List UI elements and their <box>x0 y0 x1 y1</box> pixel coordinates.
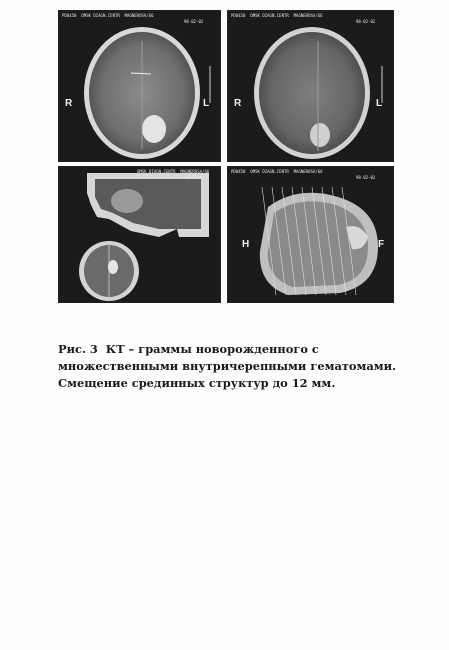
ct-panel-top-left <box>59 11 220 161</box>
ct-axial-slice-image <box>228 11 393 161</box>
header-left: PD0450 <box>62 13 77 18</box>
left-orientation-marker: R <box>234 98 242 109</box>
panel-date: 98-02-02 <box>356 19 376 24</box>
header-left: PD0450 <box>231 13 246 18</box>
ct-panel-top-right <box>228 11 393 161</box>
header-center: OMSK DIAGN.CENTR <box>81 13 120 18</box>
panel-date: 98-02-02 <box>356 175 376 180</box>
panel-header <box>231 169 323 174</box>
header-right: MAGNEROSA/66 <box>293 13 323 18</box>
header-left: PD0450 <box>231 169 246 174</box>
header-right: MAGNEROSA/66 <box>180 169 210 174</box>
header-right: MAGNEROSA/66 <box>124 13 154 18</box>
figure-caption <box>58 341 408 392</box>
left-orientation-marker: R <box>65 98 73 109</box>
header-right: MAGNEROSA/66 <box>293 169 323 174</box>
panel-date: 98-02-02 <box>185 175 205 180</box>
left-orientation-marker: H <box>242 239 250 250</box>
right-orientation-marker: L <box>376 98 383 109</box>
ct-panel-bottom-right <box>228 167 393 302</box>
caption-text: КТ – граммы новорожденного с множественными внутричерепными гематомами. Смещение срединных структур до 12 мм. <box>58 342 397 390</box>
ct-reformat-image <box>59 167 220 302</box>
right-orientation-marker: L <box>203 98 210 109</box>
ct-axial-slice-image <box>59 11 220 161</box>
header-center: OMSK DIAGN.CENTR <box>250 13 289 18</box>
panel-header <box>137 169 209 174</box>
ct-scout-image <box>228 167 393 302</box>
header-center: OMSK DIAGN.CENTR <box>250 169 289 174</box>
caption-label: Рис. 3 <box>58 342 98 356</box>
header-center: OMSK DIAGN.CENTR <box>137 169 176 174</box>
right-orientation-marker: F <box>378 239 385 250</box>
ct-panel-bottom-left <box>59 167 220 302</box>
panel-header <box>62 13 154 18</box>
panel-date: 98-02-02 <box>184 19 204 24</box>
panel-header <box>231 13 323 18</box>
